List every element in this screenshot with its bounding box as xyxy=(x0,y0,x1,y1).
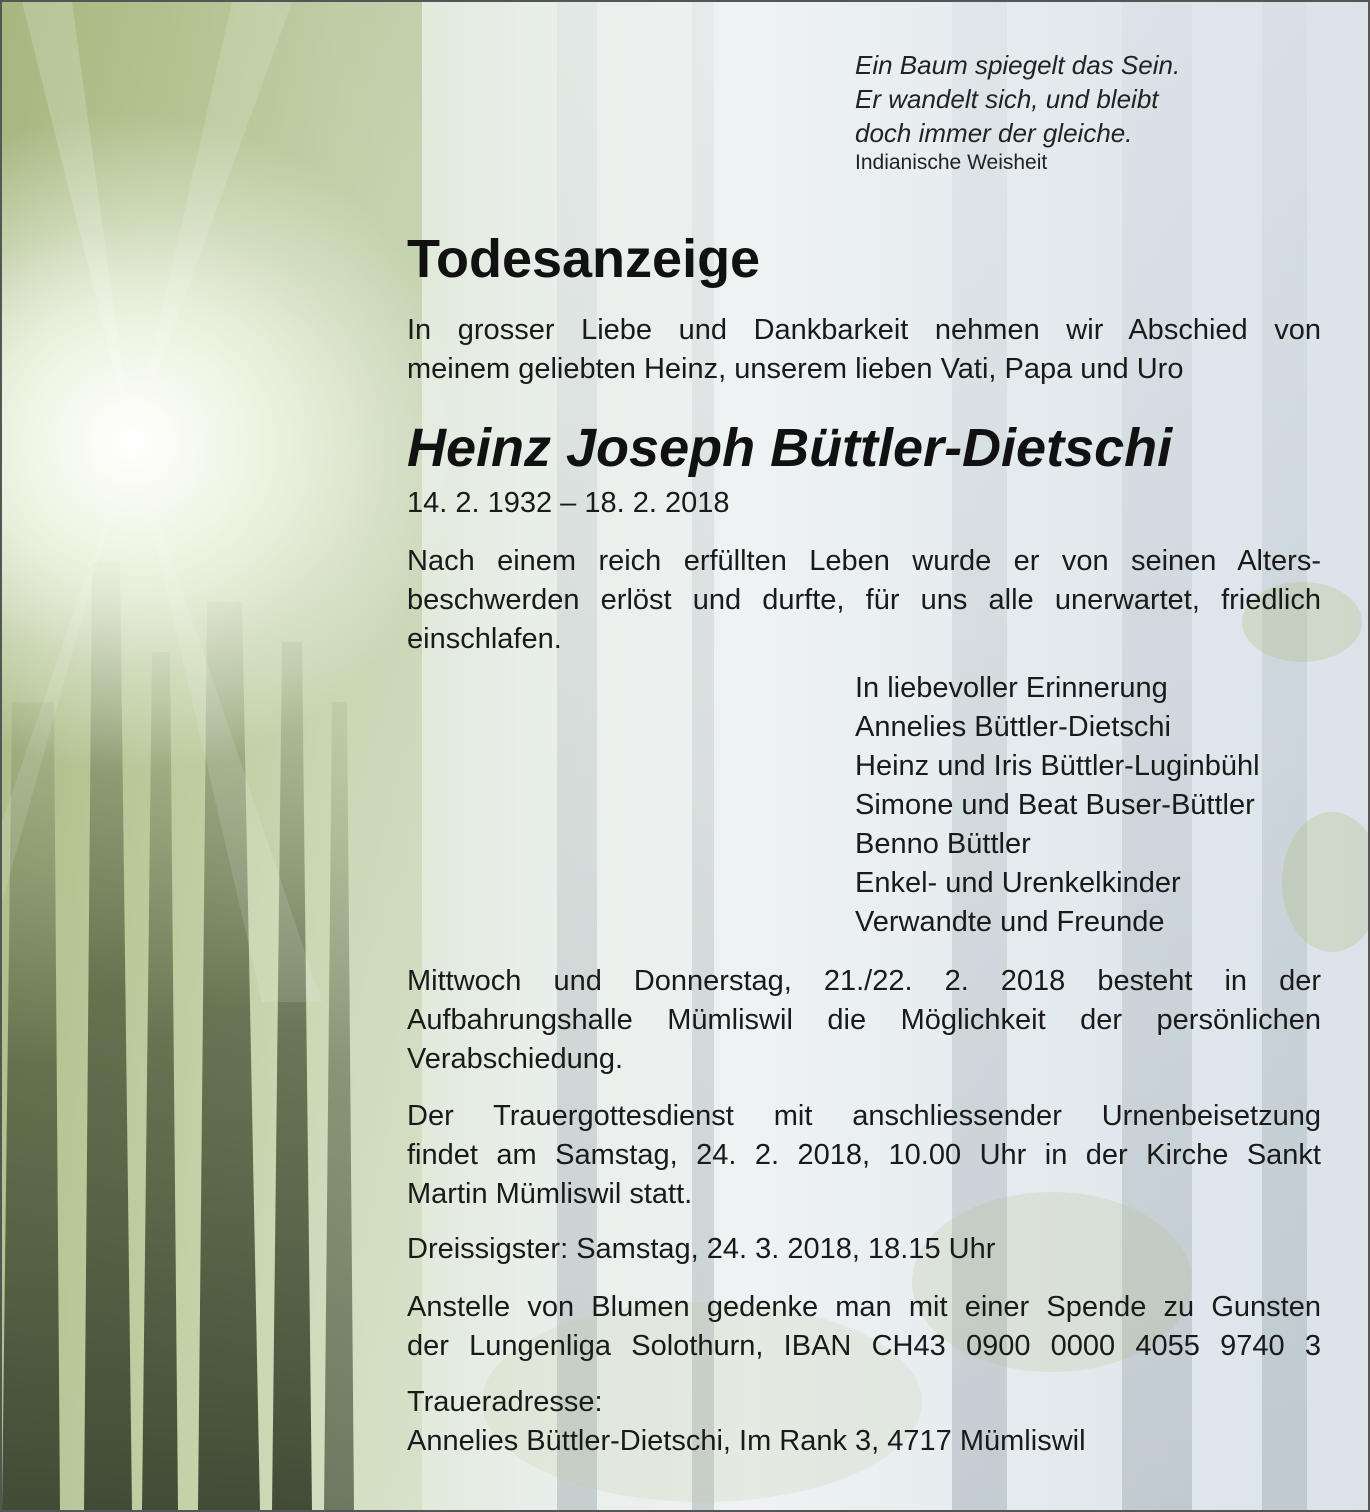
service-line: Martin Mümliswil statt. xyxy=(407,1178,693,1210)
motto-quote xyxy=(855,48,1275,176)
address-label: Traueradresse: xyxy=(407,1386,603,1418)
mourners-list xyxy=(855,669,1260,942)
notice-heading: Todesanzeige xyxy=(407,229,761,289)
deceased-name: Heinz Joseph Büttler-Dietschi xyxy=(407,418,1173,478)
passing-line: Nach einem reich erfüllten Leben wurde er von seinen Alters- xyxy=(407,545,1321,577)
donation-line: Anstelle von Blumen gedenke man mit einer Spende zu Gunsten xyxy=(407,1291,1321,1323)
passing-line: einschlafen. xyxy=(407,623,562,655)
intro-line: meinem geliebten Heinz, unserem lieben Vati, Papa und Uro xyxy=(407,353,1184,385)
mourner-line: Simone und Beat Buser-Büttler xyxy=(855,789,1255,821)
mourner-line: Annelies Büttler-Dietschi xyxy=(855,711,1171,743)
viewing-line: Verabschiedung. xyxy=(407,1043,624,1075)
mourning-address xyxy=(407,1383,1321,1461)
thirtieth-mass-info xyxy=(407,1230,1321,1269)
donation-line: der Lungenliga Solothurn, IBAN CH43 0900 0000 4055 9740 3 xyxy=(407,1330,1321,1362)
service-line: Der Trauergottesdienst mit anschliessender Urnenbeisetzung xyxy=(407,1100,1321,1132)
viewing-info xyxy=(407,962,1321,1079)
viewing-line: Aufbahrungshalle Mümliswil die Möglichkeit der persönlichen xyxy=(407,1004,1321,1036)
motto-line: doch immer der gleiche. xyxy=(855,118,1133,148)
service-line: findet am Samstag, 24. 2. 2018, 10.00 Uhr in der Kirche Sankt xyxy=(407,1139,1321,1171)
mourner-line: In liebevoller Erinnerung xyxy=(855,672,1168,704)
intro-text xyxy=(407,311,1321,389)
mourner-line: Enkel- und Urenkelkinder xyxy=(855,867,1181,899)
motto-source: Indianische Weisheit xyxy=(855,151,1048,174)
passing-text xyxy=(407,542,1321,659)
mourner-line: Verwandte und Freunde xyxy=(855,906,1165,938)
mourner-line: Benno Büttler xyxy=(855,828,1031,860)
donation-info xyxy=(407,1288,1321,1366)
thirtieth-line: Dreissigster: Samstag, 24. 3. 2018, 18.15 Uhr xyxy=(407,1233,996,1265)
mourner-line: Heinz und Iris Büttler-Luginbühl xyxy=(855,750,1260,782)
motto-line: Ein Baum spiegelt das Sein. xyxy=(855,50,1181,80)
address-value: Annelies Büttler-Dietschi, Im Rank 3, 4717 Mümliswil xyxy=(407,1425,1086,1457)
motto-line: Er wandelt sich, und bleibt xyxy=(855,84,1159,114)
passing-line: beschwerden erlöst und durfte, für uns alle unerwartet, friedlich xyxy=(407,584,1321,616)
life-dates: 14. 2. 1932 – 18. 2. 2018 xyxy=(407,487,730,519)
viewing-line: Mittwoch und Donnerstag, 21./22. 2. 2018 besteht in der xyxy=(407,965,1321,997)
service-info xyxy=(407,1097,1321,1214)
intro-line: In grosser Liebe und Dankbarkeit nehmen wir Abschied von xyxy=(407,314,1321,346)
